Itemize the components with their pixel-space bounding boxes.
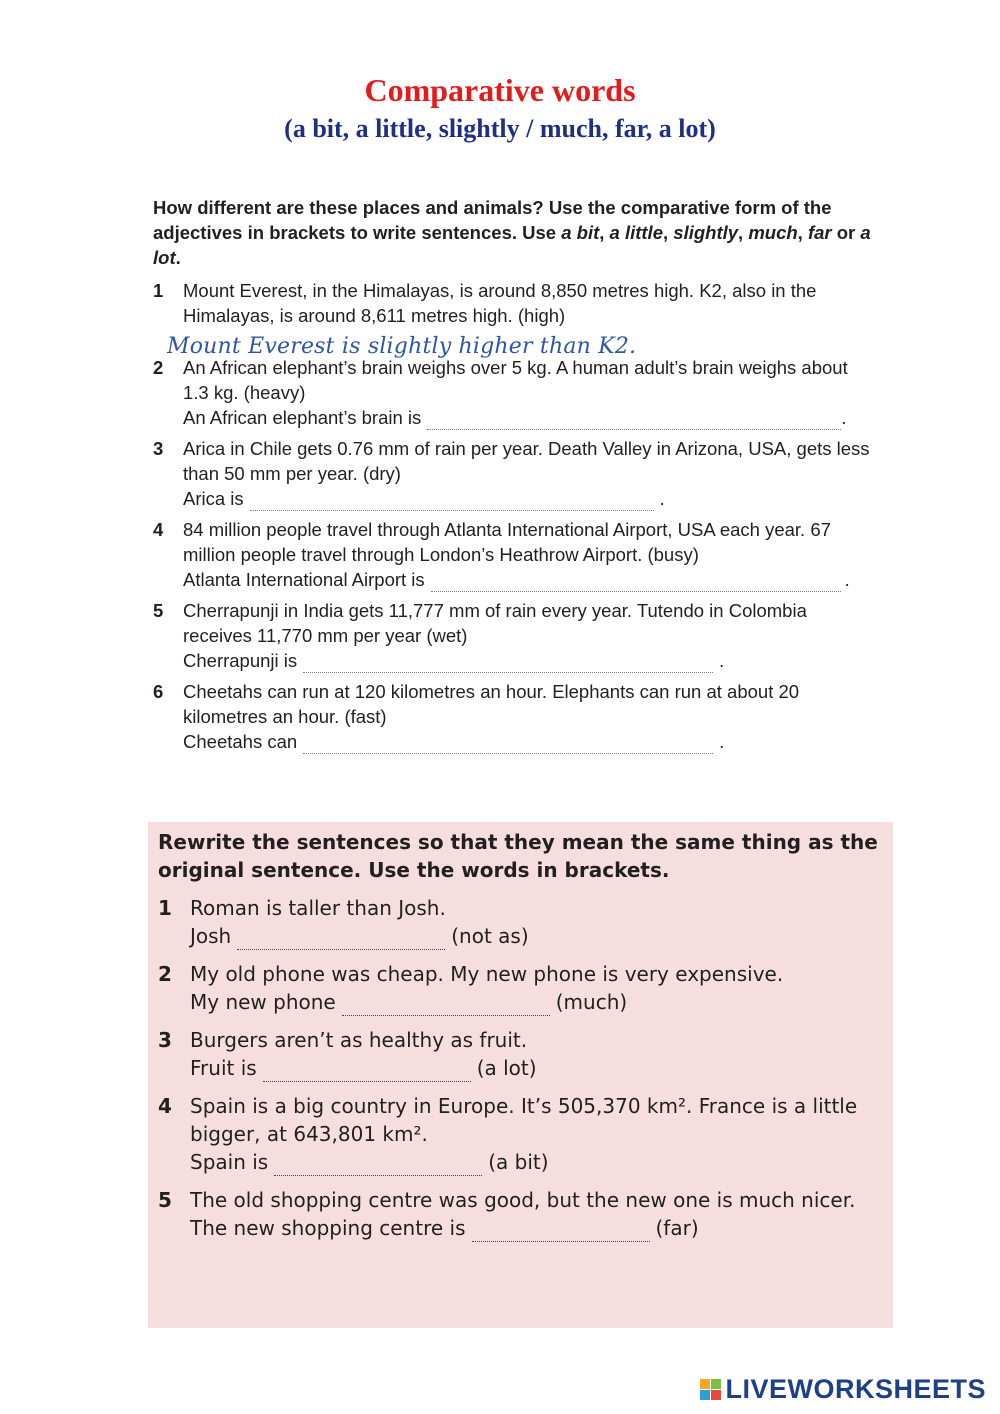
answer-blank[interactable] <box>427 413 841 430</box>
item-text: Cherrapunji in India gets 11,777 mm of rain every year. Tutendo in Colombia receives 11,770 mm per year (wet) <box>183 600 807 646</box>
item-text: Mount Everest, in the Himalayas, is around 8,850 metres high. K2, also in the Himalayas, is around 8,611 metres high. (high) <box>183 280 817 326</box>
exercise-2-item <box>158 1092 883 1176</box>
item-number: 1 <box>153 280 164 301</box>
exercise-2-instruction: Rewrite the sentences so that they mean the same thing as the original sentence. Use the words in brackets. <box>158 830 878 882</box>
item-text: Burgers aren’t as healthy as fruit. <box>190 1028 528 1052</box>
exercise-2-item <box>158 1026 883 1082</box>
logo-square-icon <box>711 1379 721 1389</box>
exercise-1-item <box>153 598 873 673</box>
logo-square-icon <box>700 1390 710 1400</box>
item-number: 1 <box>158 896 172 920</box>
sentence-end: . <box>719 650 725 671</box>
sentence-end: . <box>659 488 665 509</box>
logo-square-icon <box>711 1390 721 1400</box>
answer-prompt: Spain is <box>190 1150 269 1174</box>
exercise-1-item <box>153 517 873 592</box>
answer-prompt: An African elephant’s brain is <box>183 407 422 428</box>
answer-blank[interactable] <box>274 1155 482 1176</box>
item-number: 5 <box>158 1188 172 1212</box>
answer-prompt: Atlanta International Airport is <box>183 569 425 590</box>
answer-blank[interactable] <box>342 995 550 1016</box>
exercise-1-item <box>153 436 873 511</box>
answer-blank[interactable] <box>431 575 841 592</box>
answer-blank[interactable] <box>250 494 654 511</box>
answer-prompt: Arica is <box>183 488 244 509</box>
exercise-1-item <box>153 278 873 328</box>
item-number: 2 <box>153 357 164 378</box>
item-number: 6 <box>153 681 164 702</box>
exercise-2-item <box>158 894 883 950</box>
hint-words: (a bit) <box>488 1150 549 1174</box>
exercise-1 <box>153 195 873 760</box>
answer-prompt: The new shopping centre is <box>190 1216 466 1240</box>
item-number: 3 <box>158 1028 172 1052</box>
hint-words: (far) <box>655 1216 699 1240</box>
item-text: 84 million people travel through Atlanta International Airport, USA each year. 67 million people travel through London’s Heathrow Airport. (busy) <box>183 519 831 565</box>
exercise-2-panel <box>148 822 893 1328</box>
answer-prompt: Josh <box>190 924 232 948</box>
sentence-end: . <box>719 731 725 752</box>
answer-prompt: Cherrapunji is <box>183 650 298 671</box>
hint-words: (much) <box>555 990 628 1014</box>
item-number: 3 <box>153 438 164 459</box>
sentence-end: . <box>841 407 847 428</box>
item-text: Arica in Chile gets 0.76 mm of rain per year. Death Valley in Arizona, USA, gets less than 50 mm per year. (dry) <box>183 438 870 484</box>
live-grid-icon <box>700 1379 721 1400</box>
worksheet-title: Comparative words <box>364 72 636 108</box>
hint-words: (not as) <box>451 924 529 948</box>
answer-blank[interactable] <box>263 1061 471 1082</box>
exercise-2-item <box>158 1186 883 1242</box>
handwritten-example-answer: Mount Everest is slightly higher than K2. <box>167 334 637 359</box>
item-text: Spain is a big country in Europe. It’s 505,370 km². France is a little bigger, at 643,801 km². <box>190 1094 858 1146</box>
sentence-end: . <box>844 569 850 590</box>
liveworksheets-logo <box>700 1374 986 1405</box>
logo-text: LIVEWORKSHEETS <box>725 1374 986 1404</box>
item-number: 2 <box>158 962 172 986</box>
answer-prompt: Fruit is <box>190 1056 257 1080</box>
item-text: Cheetahs can run at 120 kilometres an hour. Elephants can run at about 20 kilometres an hour. (fast) <box>183 681 800 727</box>
item-number: 4 <box>153 519 164 540</box>
answer-prompt: Cheetahs can <box>183 731 298 752</box>
answer-blank[interactable] <box>303 737 713 754</box>
worksheet-subtitle: (a bit, a little, slightly / much, far, a lot) <box>284 114 716 143</box>
item-number: 5 <box>153 600 164 621</box>
item-text: An African elephant’s brain weighs over 5 kg. A human adult’s brain weighs about 1.3 kg. (heavy) <box>183 357 848 403</box>
answer-prompt: My new phone <box>190 990 336 1014</box>
answer-blank[interactable] <box>472 1221 650 1242</box>
item-number: 4 <box>158 1094 172 1118</box>
exercise-1-item <box>153 355 873 430</box>
hint-words: (a lot) <box>476 1056 537 1080</box>
item-text: Roman is taller than Josh. <box>190 896 446 920</box>
answer-blank[interactable] <box>237 929 445 950</box>
logo-square-icon <box>700 1379 710 1389</box>
exercise-1-instruction: How different are these places and animals? Use the comparative form of the adjectives in brackets to write sentences. Use a bit, a little, slightly, much, far or a lot. <box>153 197 871 268</box>
item-text: The old shopping centre was good, but the new one is much nicer. <box>190 1188 856 1212</box>
exercise-1-item <box>153 679 873 754</box>
exercise-2-item <box>158 960 883 1016</box>
item-text: My old phone was cheap. My new phone is very expensive. <box>190 962 784 986</box>
answer-blank[interactable] <box>303 656 713 673</box>
